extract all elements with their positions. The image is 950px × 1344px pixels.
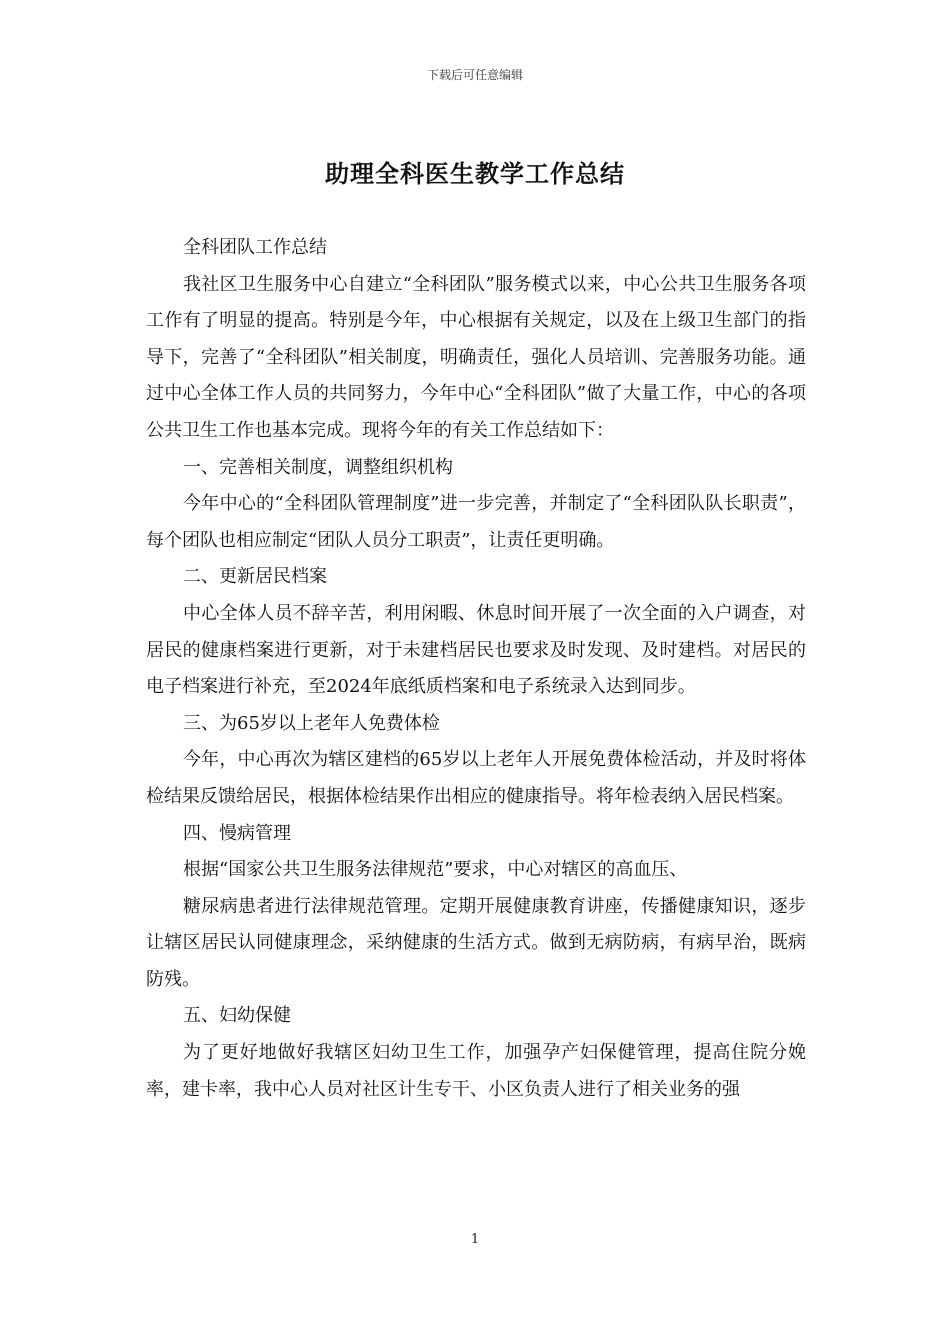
paragraph-subtitle: 全科团队工作总结 — [183, 237, 327, 258]
section-heading-2: 二、更新居民档案 — [183, 566, 327, 588]
paragraph-section-4a: 根据“国家公共卫生服务法律规范”要求，中心对辖区的高血压、 — [183, 859, 688, 881]
paragraph-section-1: 今年中心的“全科团队管理制度”进一步完善，并制定了“全科团队队长职责”，每个团队也相应制定“团队人员分工职责”，让责任更明确。 — [146, 493, 806, 551]
section-heading-3: 三、为65岁以上老年人免费体检 — [183, 712, 440, 734]
paragraph-section-3: 今年，中心再次为辖区建档的65岁以上老年人开展免费体检活动，并及时将体检结果反馈给居民，根据体检结果作出相应的健康指导。将年检表纳入居民档案。 — [146, 749, 806, 807]
paragraph-intro: 我社区卫生服务中心自建立“全科团队”服务模式以来，中心公共卫生服务各项工作有了明显的提高。特别是今年，中心根据有关规定，以及在上级卫生部门的指导下，完善了“全科团队”相关制度，明确责任，强化人员培训、完善服务功能。通过中心全体工作人员的共同努力，今年中心“全科团队”做了大量工作，中心的各项公共卫生工作也基本完成。现将今年的有关工作总结如下： — [146, 273, 806, 441]
paragraph-section-5: 为了更好地做好我辖区妇幼卫生工作，加强孕产妇保健管理，提高住院分娩率，建卡率，我中心人员对社区计生专干、小区负责人进行了相关业务的强 — [146, 1042, 806, 1100]
section-heading-1: 一、完善相关制度，调整组织机构 — [183, 456, 453, 478]
paragraph-section-4b: 糖尿病患者进行法律规范管理。定期开展健康教育讲座，传播健康知识，逐步让辖区居民认同健康理念，采纳健康的生活方式。做到无病防病，有病早治，既病防残。 — [146, 895, 806, 990]
document-body — [146, 230, 806, 1108]
paragraph-section-2: 中心全体人员不辞辛苦，利用闲暇、休息时间开展了一次全面的入户调查，对居民的健康档案进行更新，对于未建档居民也要求及时发现、及时建档。对居民的电子档案进行补充，至2024年底纸质档案和电子系统录入达到同步。 — [146, 602, 806, 698]
page-header-note: 下载后可任意编辑 — [426, 68, 523, 82]
section-heading-4: 四、慢病管理 — [183, 822, 291, 844]
section-heading-5: 五、妇幼保健 — [183, 1005, 291, 1027]
document-title: 助理全科医生教学工作总结 — [325, 159, 625, 188]
page-number: 1 — [470, 1232, 480, 1247]
